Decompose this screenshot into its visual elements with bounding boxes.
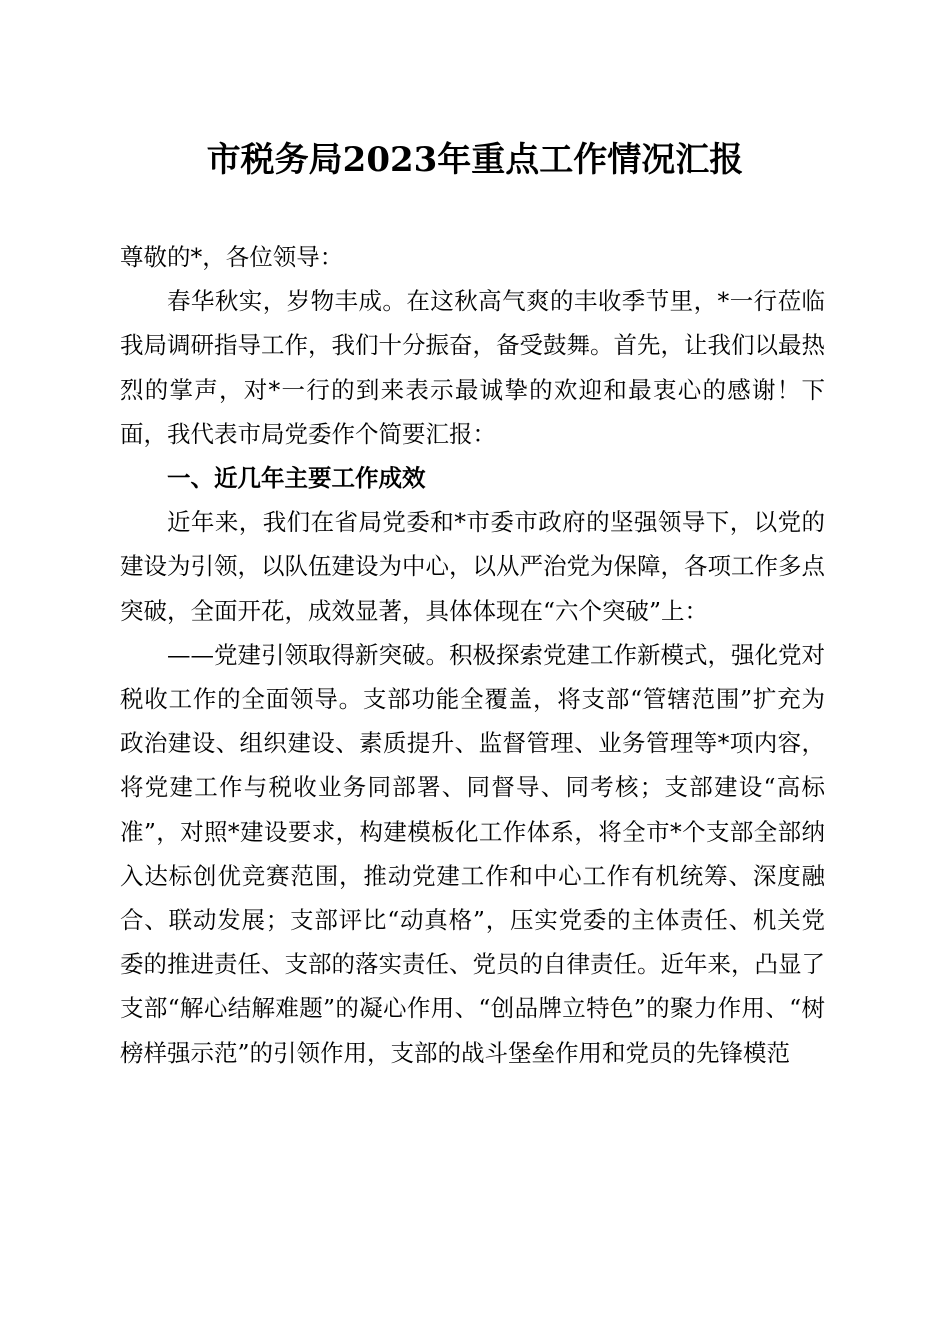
document-body [120,235,825,1075]
section-heading: 一、近几年主要工作成效 [167,464,426,493]
paragraph-overview: 近年来，我们在省局党委和*市委市政府的坚强领导下，以党的建设为引领，以队伍建设为中心，以从严治党为保障，各项工作多点突破，全面开花，成效显著，具体体现在“六个突破”上： [120,508,825,625]
paragraph-intro: 春华秋实，岁物丰成。在这秋高气爽的丰收季节里，*一行莅临我局调研指导工作，我们十分振奋，备受鼓舞。首先，让我们以最热烈的掌声，对*一行的到来表示最诚挚的欢迎和最衷心的感谢！下面，我代表市局党委作个简要汇报： [120,287,825,448]
paragraph-party-building: ——党建引领取得新突破。积极探索党建工作新模式，强化党对税收工作的全面领导。支部功能全覆盖，将支部“管辖范围”扩充为政治建设、组织建设、素质提升、监督管理、业务管理等*项内容，将党建工作与税收业务同部署、同督导、同考核；支部建设“高标准”，对照*建设要求，构建模板化工作体系，将全市*个支部全部纳入达标创优竞赛范围，推动党建工作和中心工作有机统筹、深度融合、联动发展；支部评比“动真格”，压实党委的主体责任、机关党委的推进责任、支部的落实责任、党员的自律责任。近年来，凸显了支部“解心结解难题”的凝心作用、“创品牌立特色”的聚力作用、“树榜样强示范”的引领作用，支部的战斗堡垒作用和党员的先锋模范 [120,640,825,1067]
document-title: 市税务局2023年重点工作情况汇报 [206,140,744,180]
salutation: 尊敬的*，各位领导： [120,243,344,271]
